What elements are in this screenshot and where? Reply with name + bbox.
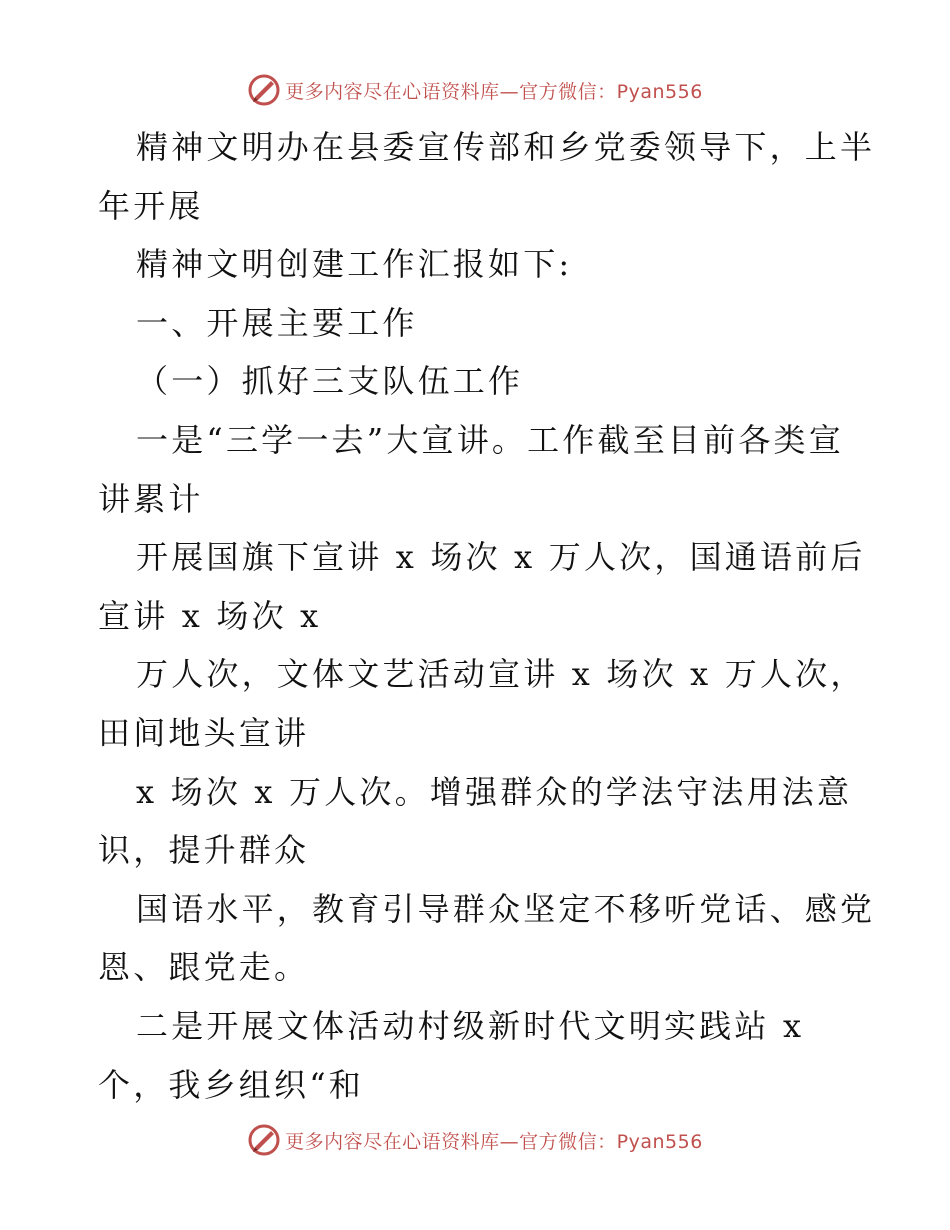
- paragraph-line: 个，我乡组织“和: [98, 1065, 364, 1104]
- footer-banner: [0, 1120, 950, 1160]
- paragraph-line: 精神文明办在县委宣传部和乡党委领导下，上半: [136, 128, 876, 166]
- paragraph-line: 宣讲 x 场次 x: [98, 596, 322, 635]
- document-body: [98, 118, 876, 1114]
- header-banner-text: 更多内容尽在心语资料库—官方微信：Pyan556: [285, 80, 703, 103]
- paragraph-line: 年开展: [98, 186, 204, 225]
- paragraph-line: 恩、跟党走。: [98, 948, 310, 987]
- subsection-heading: （一）抓好三支队伍工作: [136, 362, 524, 401]
- paragraph-line: 精神文明创建工作汇报如下:: [136, 245, 573, 284]
- pen-logo-icon: [247, 73, 281, 107]
- paragraph-line: 万人次，文体文艺活动宣讲 x 场次 x 万人次，: [136, 655, 866, 694]
- section-heading: 一、开展主要工作: [136, 303, 418, 342]
- paragraph-line: 开展国旗下宣讲 x 场次 x 万人次，国通语前后: [136, 538, 866, 577]
- header-banner: [0, 70, 950, 110]
- paragraph-line: x 场次 x 万人次。增强群众的学法守法用法意: [136, 772, 853, 811]
- paragraph-line: 二是开展文体活动村级新时代文明实践站 x: [136, 1006, 805, 1045]
- pen-logo-icon: [247, 1123, 281, 1157]
- paragraph-line: 识，提升群众: [98, 831, 310, 870]
- footer-banner-text: 更多内容尽在心语资料库—官方微信：Pyan556: [285, 1130, 703, 1153]
- paragraph-line: 国语水平，教育引导群众坚定不移听党话、感党: [136, 889, 876, 928]
- paragraph-line: 田间地头宣讲: [98, 713, 310, 752]
- paragraph-line: 一是“三学一去”大宣讲。工作截至目前各类宣: [136, 420, 844, 459]
- paragraph-line: 讲累计: [98, 479, 204, 518]
